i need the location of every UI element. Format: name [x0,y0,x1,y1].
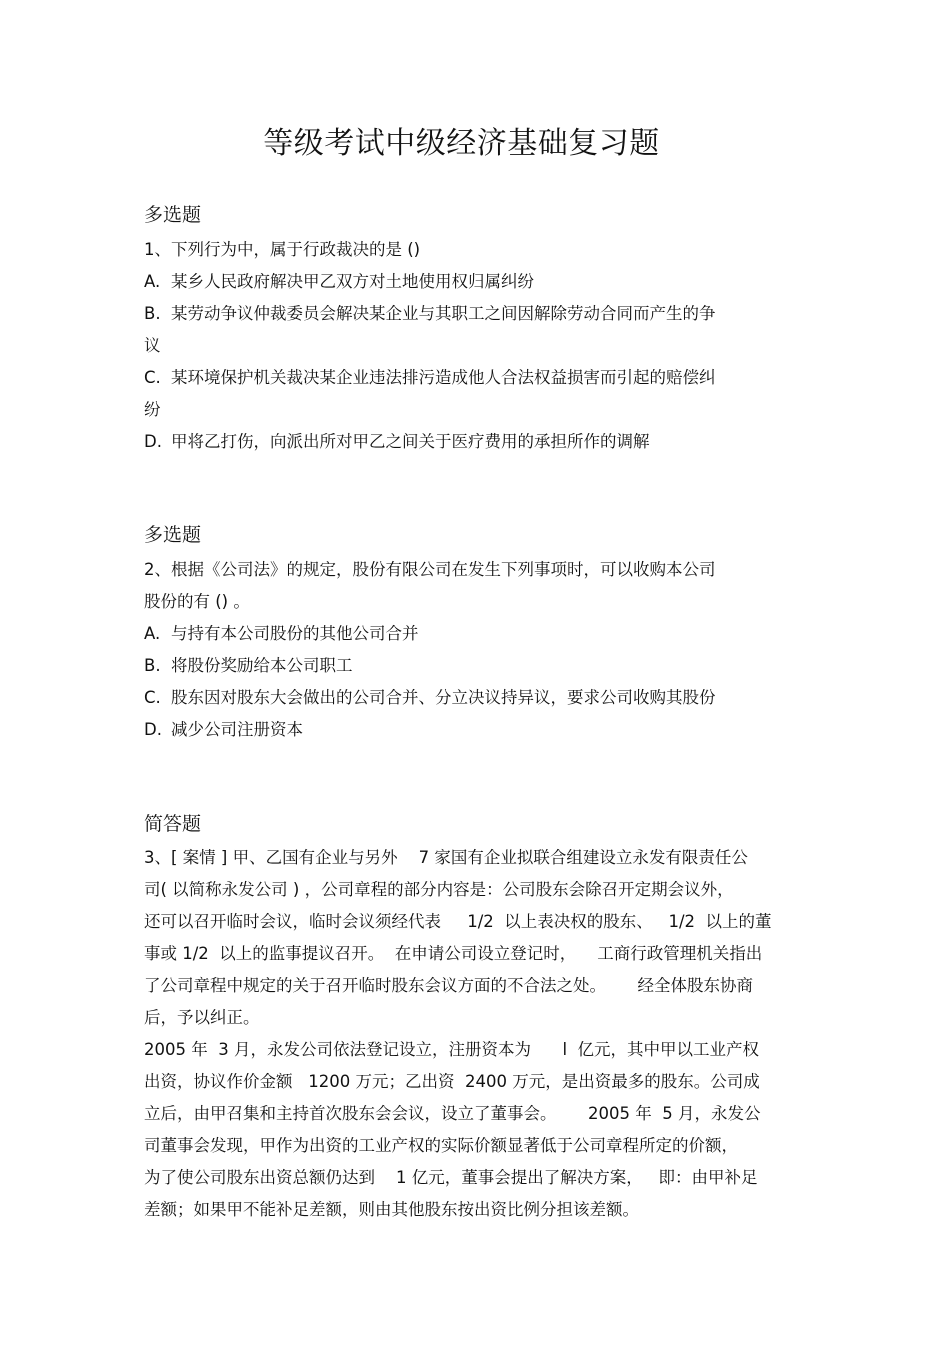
q1-stem: 1、下列行为中，属于行政裁决的是 () [144,240,421,259]
option-text: 与持有本公司股份的其他公司合并 [171,624,419,643]
q3-text-line: 为了使公司股东出资总额仍达到 1 亿元，董事会提出了解决方案， 即：由甲补足 [144,1168,758,1187]
option-text: 某环境保护机关裁决某企业违法排污造成他人合法权益损害而引起的赔偿纠 [171,368,716,387]
q2-option-d [144,718,303,742]
option-text: 某乡人民政府解决甲乙双方对土地使用权归属纠纷 [171,272,534,291]
option-text: 股东因对股东大会做出的公司合并、分立决议持异议，要求公司收购其股份 [171,688,716,707]
q3-text-line: 司( 以简称永发公司 ) ，公司章程的部分内容是：公司股东会除召开定期会议外， [144,880,734,899]
option-letter: D. [144,432,162,451]
q3-text-line: 3、[ 案情 ] 甲、乙国有企业与另外 7 家国有企业拟联合组建设立永发有限责任公 [144,848,748,867]
q1-option-c-continued: 纷 [144,400,161,419]
q3-text-line: 2005 年 3 月，永发公司依法登记设立，注册资本为 l 亿元，其中甲以工业产权 [144,1040,760,1059]
document-title: 等级考试中级经济基础复习题 [263,126,660,161]
option-letter: D. [144,720,162,739]
option-text: 甲将乙打伤，向派出所对甲乙之间关于医疗费用的承担所作的调解 [171,432,650,451]
q3-text-line: 后，予以纠正。 [144,1008,260,1027]
option-letter: C. [144,368,161,387]
option-text: 某劳动争议仲裁委员会解决某企业与其职工之间因解除劳动合同而产生的争 [171,304,716,323]
q1-option-b [144,302,716,326]
q1-type-heading: 多选题 [144,204,202,226]
q3-text-line: 立后，由甲召集和主持首次股东会会议，设立了董事会。 2005 年 5 月，永发公 [144,1104,761,1123]
option-text: 将股份奖励给本公司职工 [171,656,353,675]
option-letter: B. [144,656,161,675]
option-letter: A. [144,272,161,291]
q1-option-c [144,366,716,390]
q3-type-heading: 简答题 [144,813,202,835]
q2-stem-line-2: 股份的有 () 。 [144,592,250,611]
q2-type-heading: 多选题 [144,524,202,546]
q3-text-line: 还可以召开临时会议，临时会议须经代表 1/2 以上表决权的股东、 1/2 以上的董 [144,912,772,931]
option-letter: B. [144,304,161,323]
q1-option-d [144,430,650,454]
q1-option-a [144,270,534,294]
q3-text-line: 司董事会发现，甲作为出资的工业产权的实际价额显著低于公司章程所定的价额， [144,1136,738,1155]
q3-text-line: 了公司章程中规定的关于召开临时股东会议方面的不合法之处。 经全体股东协商 [144,976,753,995]
q3-text-line: 事或 1/2 以上的监事提议召开。 在申请公司设立登记时， 工商行政管理机关指出 [144,944,763,963]
option-letter: A. [144,624,161,643]
q2-option-a [144,622,419,646]
option-text: 减少公司注册资本 [171,720,303,739]
option-letter: C. [144,688,161,707]
q1-option-b-continued: 议 [144,336,161,355]
q3-text-line: 差额；如果甲不能补足差额，则由其他股东按出资比例分担该差额。 [144,1200,639,1219]
q2-option-b [144,654,353,678]
q2-stem-line-1: 2、根据《公司法》的规定，股份有限公司在发生下列事项时，可以收购本公司 [144,560,716,579]
q2-option-c [144,686,716,710]
q3-text-line: 出资，协议作价金额 1200 万元；乙出资 2400 万元，是出资最多的股东。公司成 [144,1072,760,1091]
